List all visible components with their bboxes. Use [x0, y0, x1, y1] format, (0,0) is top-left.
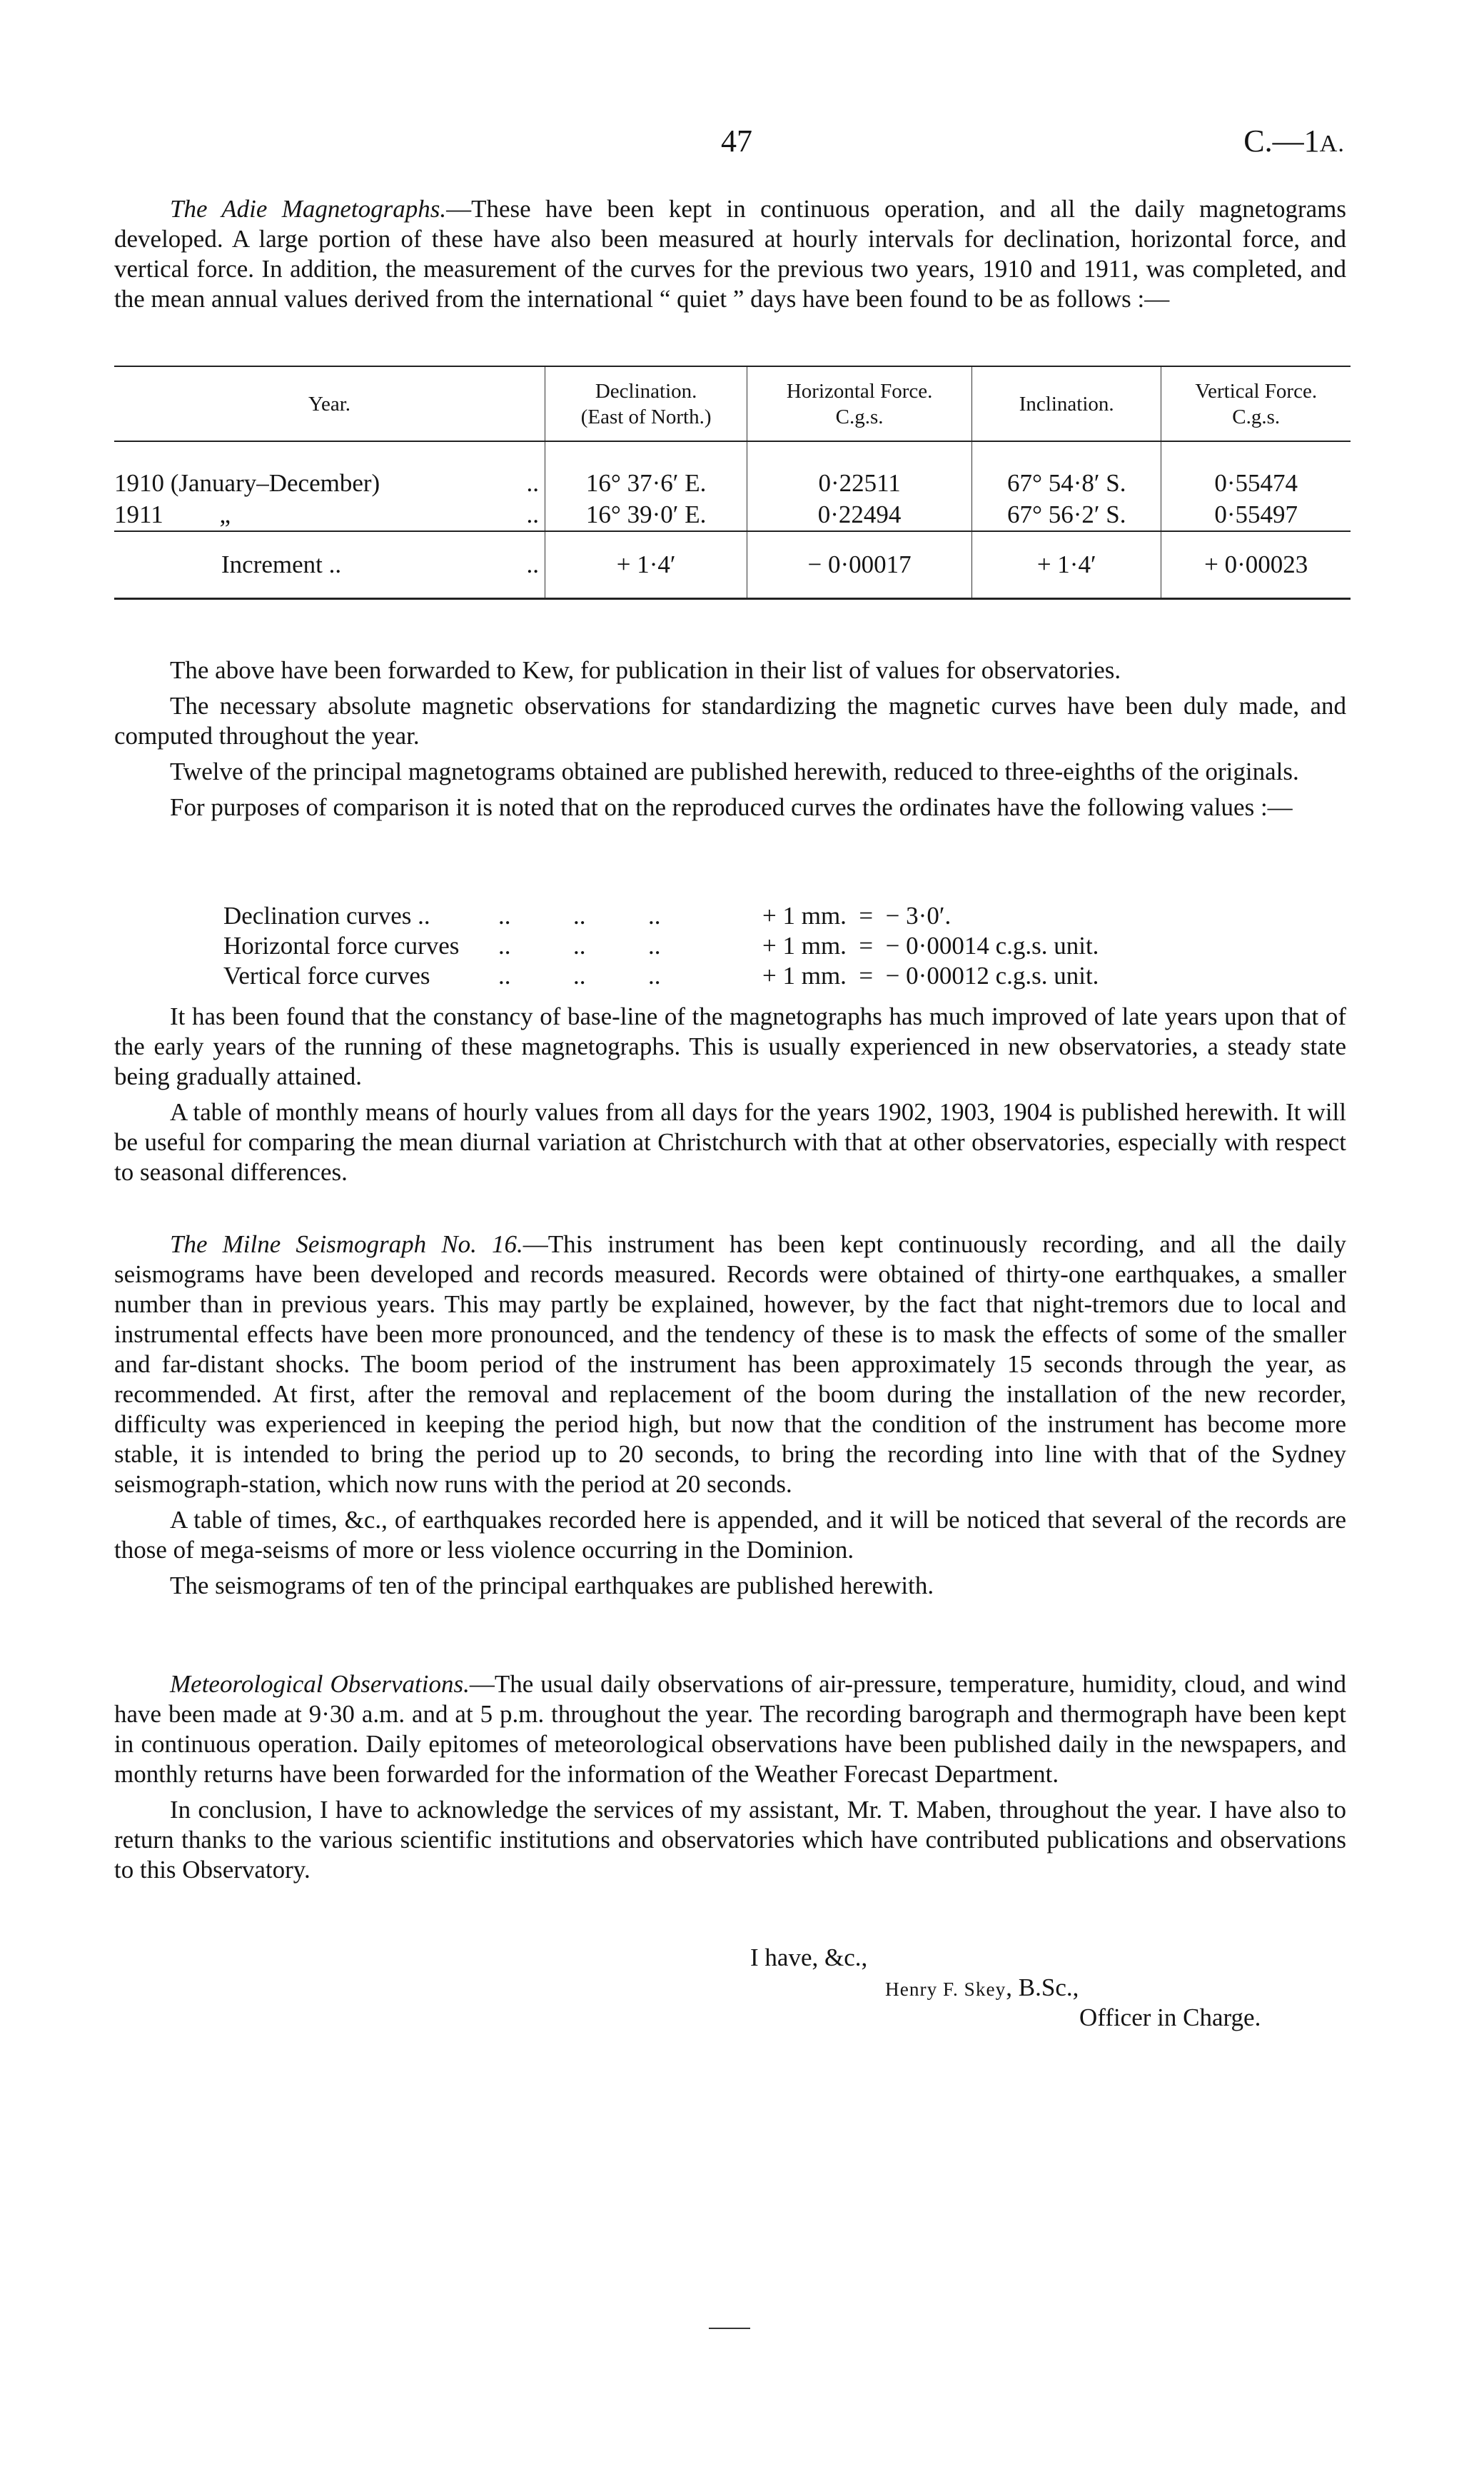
paragraph: The above have been forwarded to Kew, for publication in their list of values for observatories. — [170, 656, 1121, 684]
adie-text: —These have been kept in continuous operation, and all the daily magnetograms developed. A large portion of these have also been measured at hourly intervals for declination, horizontal force, and vertical force. In addition, the measurement of the curves for the previous two years, 1910 and 1911, was completed, and the mean annual values derived from the international “ quiet ” days have been found to be as follows :— — [114, 195, 1347, 313]
row-vertical-force: 0·55474 — [1161, 441, 1351, 499]
document-code-main: C.—1 — [1243, 124, 1320, 159]
row-declination: 16° 39·0′ E. — [545, 499, 747, 531]
signoff-name: Henry F. Skey, B.Sc., — [885, 1973, 1079, 2001]
row-year: 1910 (January–December) .. — [114, 469, 539, 497]
comparison-list — [223, 901, 1099, 991]
milne-title: The Milne Seismograph No. 16. — [170, 1230, 523, 1258]
page-number: 47 — [721, 124, 752, 159]
increment-row — [114, 531, 1351, 599]
paragraph: It has been found that the constancy of base-line of the magnetographs has much improved of late years upon that of the early years of the running of these magnetographs. This is usually experienced in new observatories, a steady state being gradually attained. — [114, 1002, 1346, 1090]
milne-section — [114, 1230, 1346, 1601]
signoff-role: Officer in Charge. — [1079, 2003, 1261, 2031]
increment-declination: + 1·4′ — [545, 531, 747, 599]
observations-paragraphs — [114, 655, 1346, 823]
list-item: Declination curves .. .. .. .. + 1 mm. = − 3·0′. — [223, 902, 952, 930]
baseline-paragraphs — [114, 1002, 1346, 1187]
table-row — [114, 441, 1351, 499]
adie-section — [114, 194, 1346, 314]
increment-inclination: + 1·4′ — [971, 531, 1161, 599]
header-horizontal-force: Horizontal Force. C.g.s. — [747, 366, 972, 441]
row-horizontal-force: 0·22511 — [747, 441, 972, 499]
met-title: Meteorological Observations. — [170, 1670, 470, 1698]
closing-rule — [709, 2328, 750, 2329]
signoff-greeting: I have, &c., — [750, 1944, 868, 1971]
row-inclination: 67° 56·2′ S. — [971, 499, 1161, 531]
document-code-suffix: A. — [1319, 130, 1345, 157]
magnetic-values-table — [114, 366, 1351, 600]
increment-horizontal-force: − 0·00017 — [747, 531, 972, 599]
paragraph: The seismograms of ten of the principal earthquakes are published herewith. — [170, 1572, 934, 1599]
table-header-row — [114, 366, 1351, 441]
paragraph: For purposes of comparison it is noted that on the reproduced curves the ordinates have the following values :— — [170, 793, 1293, 821]
paragraph: A table of times, &c., of earthquakes recorded here is appended, and it will be noticed that several of the records are those of mega-seisms of more or less violence occurring in the Dominion. — [114, 1506, 1346, 1564]
row-inclination: 67° 54·8′ S. — [971, 441, 1161, 499]
header-inclination: Inclination. — [971, 366, 1161, 441]
row-declination: 16° 37·6′ E. — [545, 441, 747, 499]
increment-vertical-force: + 0·00023 — [1161, 531, 1351, 599]
table-row — [114, 499, 1351, 531]
header-vertical-force: Vertical Force. C.g.s. — [1161, 366, 1351, 441]
meteorological-section — [114, 1669, 1346, 1885]
met-text: —The usual daily observations of air-pressure, temperature, humidity, cloud, and wind have been made at 9·30 a.m. and at 5 p.m. throughout the year. The recording barograph and thermograph have been kept in continuous operation. Daily epitomes of meteorological observations have been published daily in the newspapers, and monthly returns have been forwarded for the information of the Weather Forecast Department. — [114, 1670, 1346, 1788]
row-year: 1911 „ .. — [114, 501, 539, 528]
milne-text: —This instrument has been kept continuously recording, and all the daily seismograms have been developed and records measured. Records were obtained of thirty-one earthquakes, a smaller number than in previous years. This may partly be explained, however, by the fact that night-tremors due to local and instrumental effects have been more pronounced, and the tendency of these is to mask the effects of some of the smaller and far-distant shocks. The boom period of the instrument has been approximately 15 seconds through the year, as recommended. At first, after the removal and replacement of the boom during the installation of the new recorder, difficulty was experienced in keeping the period high, but now that the condition of the instrument has become more stable, it is intended to bring the period up to 20 seconds, to bring the recording into line with that of the Sydney seismograph-station, which now runs with the period at 20 seconds. — [114, 1230, 1346, 1498]
paragraph: The necessary absolute magnetic observations for standardizing the magnetic curves have been duly made, and computed throughout the year. — [114, 692, 1346, 750]
increment-label: Increment .. .. — [114, 531, 545, 599]
adie-title: The Adie Magnetographs. — [170, 195, 447, 223]
row-horizontal-force: 0·22494 — [747, 499, 972, 531]
paragraph: Twelve of the principal magnetograms obtained are published herewith, reduced to three-eighths of the originals. — [170, 758, 1299, 785]
header-year: Year. — [308, 392, 351, 416]
list-item: Vertical force curves .. .. .. + 1 mm. = − 0·00012 c.g.s. unit. — [223, 962, 1099, 990]
list-item: Horizontal force curves .. .. .. + 1 mm. = − 0·00014 c.g.s. unit. — [223, 932, 1099, 960]
header-declination: Declination. (East of North.) — [545, 366, 747, 441]
paragraph: In conclusion, I have to acknowledge the services of my assistant, Mr. T. Maben, throughout the year. I have also to return thanks to the various scientific institutions and observatories which have contributed publications and observations to this Observatory. — [114, 1796, 1346, 1884]
paragraph: A table of monthly means of hourly values from all days for the years 1902, 1903, 1904 is published herewith. It will be useful for comparing the mean diurnal variation at Christchurch with that at other observatories, especially with respect to seasonal differences. — [114, 1098, 1346, 1186]
row-vertical-force: 0·55497 — [1161, 499, 1351, 531]
document-code — [1243, 123, 1345, 159]
